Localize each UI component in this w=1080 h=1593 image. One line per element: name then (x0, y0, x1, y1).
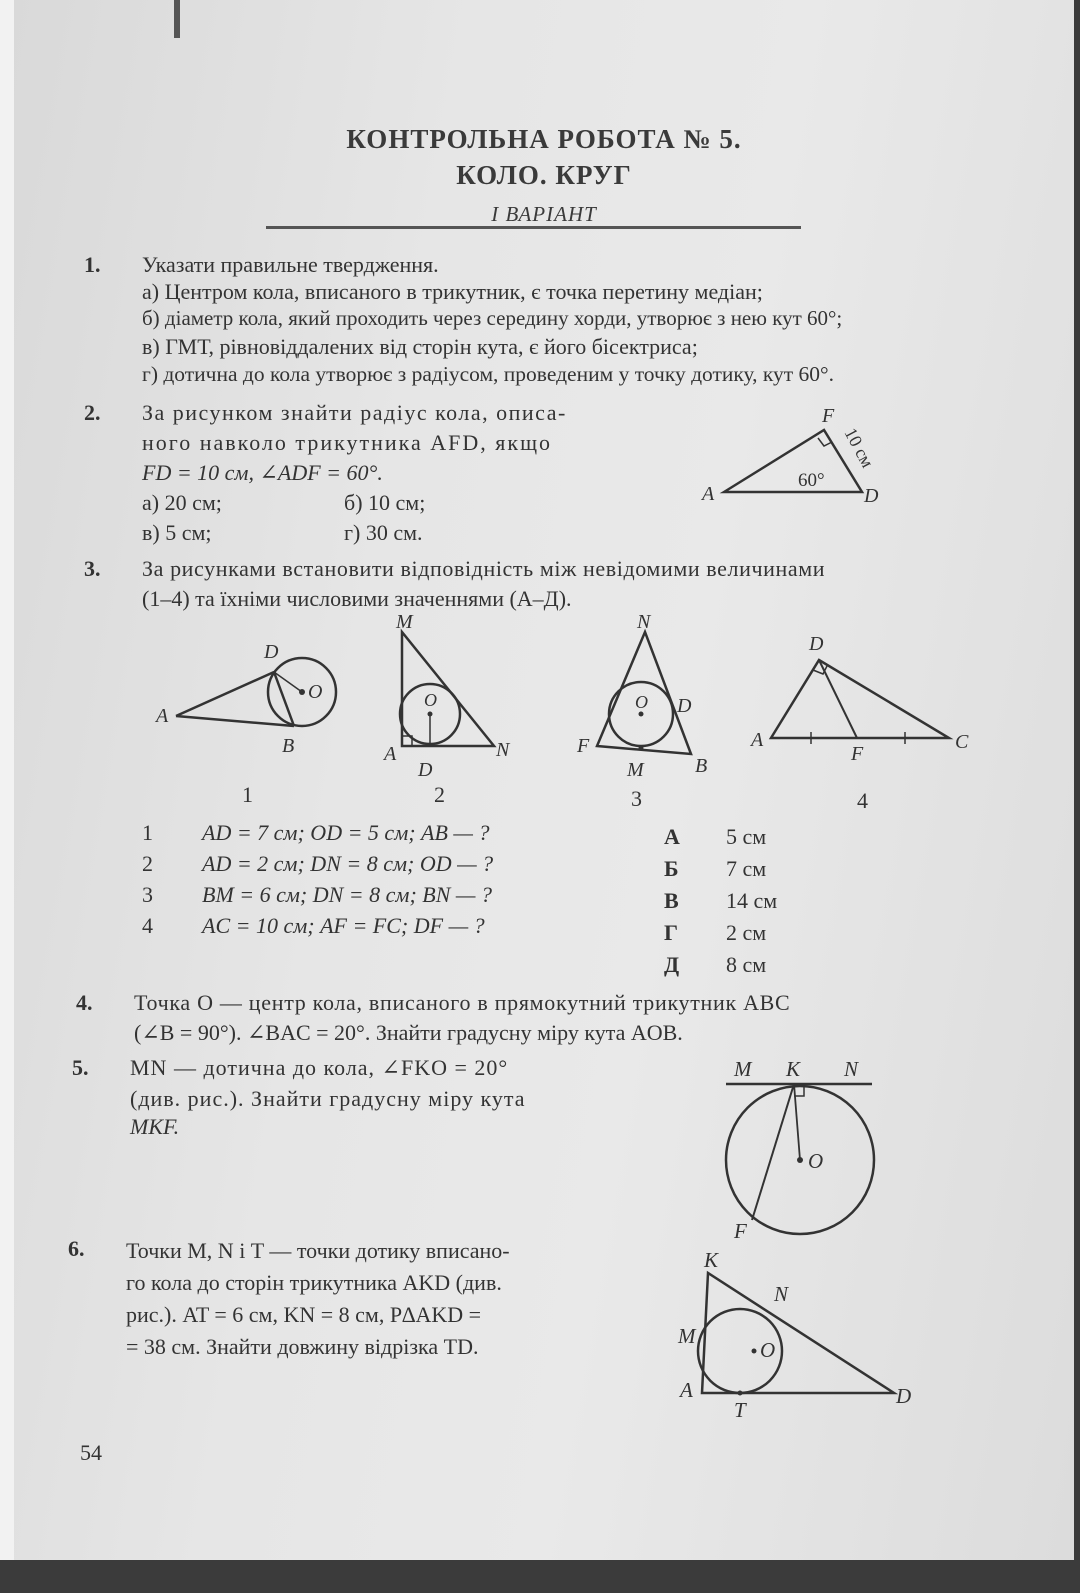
page-crease (174, 0, 180, 38)
svg-text:M: M (734, 1057, 752, 1081)
q4-line2: (∠B = 90°). ∠BAC = 20°. Знайти градусну міру кута AOB. (134, 1020, 683, 1045)
q3-figure-3 (569, 610, 739, 815)
svg-text:F: F (851, 743, 864, 765)
page-title: КОНТРОЛЬНА РОБОТА № 5. (346, 124, 742, 154)
svg-text:O: O (760, 1338, 776, 1362)
q3-line1: За рисунками встановити відповідність між невідомими величинами (142, 556, 826, 581)
q6-line1: Точки M, N і T — точки дотику вписано- (126, 1238, 510, 1263)
q3-figure-4 (749, 630, 1009, 815)
svg-text:C: C (955, 731, 969, 753)
svg-text:A: A (384, 743, 397, 765)
q2-label-d: D (864, 485, 879, 507)
q5-figure (704, 1050, 904, 1255)
svg-text:B: B (282, 735, 295, 757)
page-number: 54 (80, 1440, 102, 1465)
q3-answer-b-key: Б (664, 856, 679, 881)
svg-text:M: M (396, 611, 413, 633)
q2-option-a: а) 20 см; (142, 490, 222, 515)
svg-text:D: D (809, 633, 824, 655)
svg-text:K: K (704, 1248, 719, 1272)
screen-bottom (0, 1560, 1080, 1593)
q3-row-2: AD = 2 см; DN = 8 см; OD — ? (202, 851, 494, 876)
svg-text:F: F (577, 735, 590, 757)
q3-row-3: BM = 6 см; DN = 8 см; BN — ? (202, 882, 492, 907)
variant-underline (266, 226, 801, 229)
svg-text:A: A (156, 705, 169, 727)
svg-text:1: 1 (242, 782, 253, 807)
q1-option-b: б) діаметр кола, який проходить через середину хорди, утворює з нею кут 60°; (142, 306, 843, 330)
q3-row-1-num: 1 (142, 820, 153, 845)
svg-text:D: D (418, 759, 433, 781)
svg-text:A: A (751, 729, 764, 751)
variant-label: I ВАРІАНТ (491, 202, 597, 226)
q2-label-a: A (702, 483, 715, 505)
q3-answer-e-key: Д (664, 952, 680, 977)
svg-text:T: T (734, 1398, 746, 1422)
q2-option-c: в) 5 см; (142, 520, 212, 545)
q3-line2: (1–4) та їхніми числовими значеннями (А–Д). (142, 586, 572, 611)
q1-option-a: а) Центром кола, вписаного в трикутник, є точка перетину медіан; (142, 279, 763, 304)
textbook-page (14, 0, 1074, 1560)
q2-number: 2. (84, 400, 101, 425)
q3-answer-b: 7 см (726, 856, 767, 881)
svg-text:O: O (635, 692, 648, 712)
q6-line3: рис.). AT = 6 см, KN = 8 см, P∆AKD = (126, 1302, 482, 1327)
q6-line2: го кола до сторін трикутника AKD (див. (126, 1270, 502, 1295)
q2-triangle (724, 430, 862, 492)
q3-answer-a: 5 см (726, 824, 767, 849)
svg-text:B: B (695, 755, 708, 777)
screen-left-edge (0, 0, 14, 1593)
q3-row-4: AC = 10 см; AF = FC; DF — ? (202, 913, 485, 938)
svg-text:N: N (637, 611, 651, 633)
q5-number: 5. (72, 1055, 89, 1080)
svg-text:N: N (774, 1282, 789, 1306)
q3-row-4-num: 4 (142, 913, 153, 938)
q3-row-1: AD = 7 см; OD = 5 см; AB — ? (202, 820, 490, 845)
q3-answer-c: 14 см (726, 888, 778, 913)
q2-angle-label: 60° (798, 470, 825, 491)
q4-line1: Точка O — центр кола, вписаного в прямокутний трикутник ABC (134, 990, 791, 1015)
svg-text:N: N (496, 739, 510, 761)
q3-answer-d-key: Г (664, 920, 678, 945)
q3-answer-c-key: В (664, 888, 679, 913)
q5-line3: MKF. (130, 1114, 180, 1139)
q5-line2: (див. рис.). Знайти градусну міру кута (130, 1086, 526, 1111)
q2-line3: FD = 10 см, ∠ADF = 60°. (142, 460, 383, 485)
svg-text:D: D (264, 641, 279, 663)
q3-answer-e: 8 см (726, 952, 767, 977)
svg-text:O: O (308, 681, 323, 703)
q2-option-b: б) 10 см; (344, 490, 426, 515)
q6-figure (674, 1245, 934, 1440)
svg-text:M: M (627, 759, 644, 781)
q3-answer-d: 2 см (726, 920, 767, 945)
q2-option-d: г) 30 см. (344, 520, 423, 545)
svg-text:O: O (424, 690, 437, 710)
q1-option-c: в) ГМТ, рівновіддалених від сторін кута, є його бісектриса; (142, 334, 698, 359)
svg-text:4: 4 (857, 788, 868, 810)
q3-row-3-num: 3 (142, 882, 153, 907)
q6-line4: = 38 см. Знайти довжину відрізка TD. (126, 1334, 479, 1359)
q6-number: 6. (68, 1236, 85, 1261)
q1-number: 1. (84, 252, 101, 277)
q3-figure-1 (154, 630, 354, 815)
svg-text:3: 3 (631, 786, 642, 810)
q3-answer-a-key: А (664, 824, 680, 849)
svg-text:O: O (808, 1149, 824, 1173)
svg-text:K: K (786, 1057, 801, 1081)
svg-text:D: D (677, 695, 692, 717)
svg-text:A: A (680, 1378, 693, 1402)
q2-figure (694, 400, 894, 515)
svg-text:D: D (896, 1384, 912, 1408)
q4-number: 4. (76, 990, 93, 1015)
q3-figure-2 (374, 610, 544, 815)
q2-line2: ного навколо трикутника AFD, якщо (142, 430, 553, 455)
q2-label-f: F (822, 405, 835, 427)
svg-text:F: F (734, 1219, 747, 1243)
q3-row-2-num: 2 (142, 851, 153, 876)
q2-side-label: 10 см (840, 424, 878, 471)
q2-line1: За рисунком знайти радіус кола, описа- (142, 400, 567, 425)
svg-text:2: 2 (434, 782, 445, 807)
q5-line1: MN — дотична до кола, ∠FKO = 20° (130, 1055, 509, 1080)
svg-text:N: N (844, 1057, 859, 1081)
q3-number: 3. (84, 556, 101, 581)
svg-text:M: M (678, 1324, 696, 1348)
page-subtitle: КОЛО. КРУГ (456, 160, 632, 190)
q1-option-d: г) дотична до кола утворює з радіусом, проведеним у точку дотику, кут 60°. (142, 362, 835, 386)
q1-text: Указати правильне твердження. (142, 252, 439, 277)
